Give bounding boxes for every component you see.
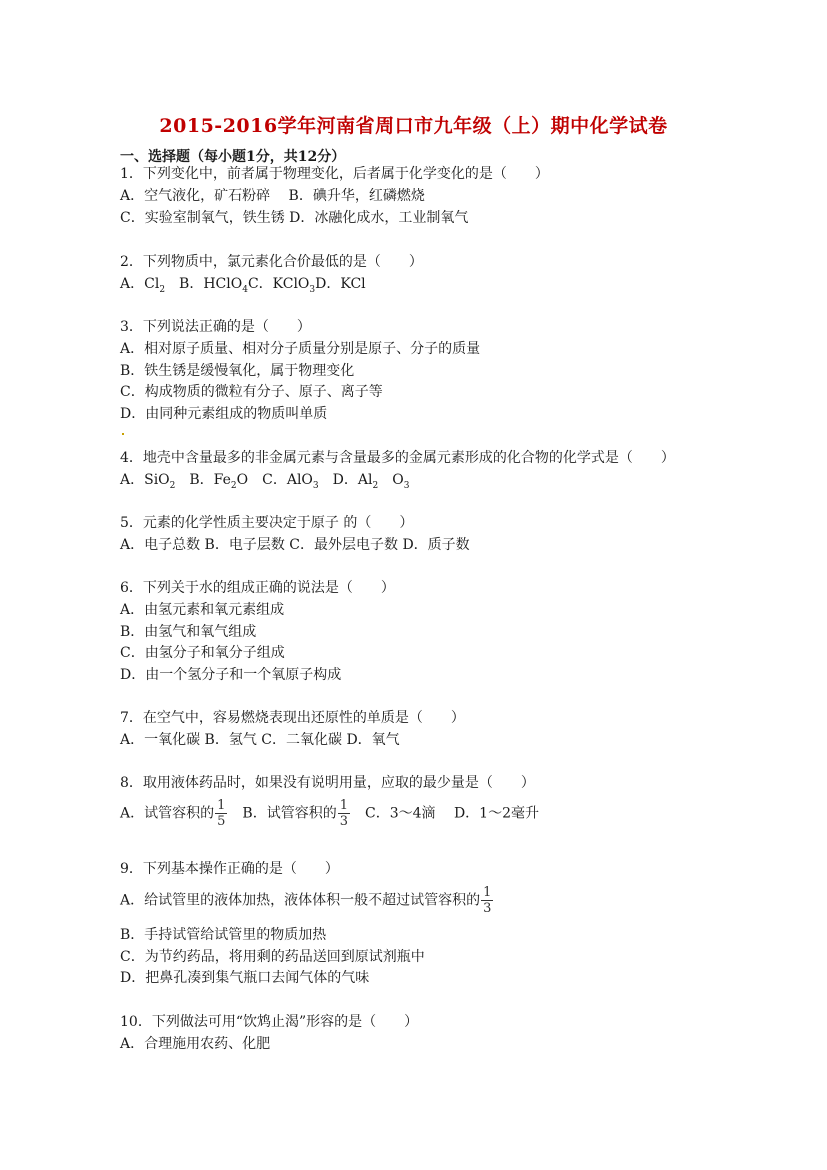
q2-option-b: B．HClO xyxy=(165,276,243,292)
q6-option-d: D．由一个氢分子和一个氧原子构成 xyxy=(120,667,342,683)
q6-option-b: B．由氢气和氧气组成 xyxy=(120,624,257,640)
q8-option-a: A．试管容积的 xyxy=(120,805,215,822)
subscript: 3 xyxy=(309,284,316,295)
q2-option-c: C．KClO xyxy=(247,276,310,292)
q4-stem: 4．地壳中含量最多的非金属元素与含量最多的金属元素形成的化合物的化学式是（ ） xyxy=(120,450,675,466)
q3-option-a: A．相对原子质量、相对分子质量分别是原子、分子的质量 xyxy=(120,341,481,357)
q8-option-b: B．试管容积的 xyxy=(228,805,337,822)
q7-options: A．一氧化碳 B．氢气 C．二氧化碳 D．氧气 xyxy=(120,732,400,748)
fraction: $\frac{1}{3}$ xyxy=(483,885,492,916)
subscript: 2 xyxy=(230,480,237,491)
q6-option-a: A．由氢元素和氧元素组成 xyxy=(120,602,285,618)
subscript: 3 xyxy=(312,480,319,491)
q2-options xyxy=(120,275,366,299)
q10-option-a: A．合理施用农药、化肥 xyxy=(120,1036,271,1052)
section-heading: 一、选择题（每小题1分，共12分） xyxy=(120,149,346,165)
q8-options-cd: C．3～4滴 D．1～2毫升 xyxy=(350,805,539,822)
q1-options-ab: A．空气液化，矿石粉碎 B．碘升华，红磷燃烧 xyxy=(120,188,425,204)
q8-stem: 8．取用液体药品时，如果没有说明用量，应取的最少量是（ ） xyxy=(120,775,535,791)
q2-option-d: D．KCl xyxy=(315,276,366,292)
q6-stem: 6．下列关于水的组成正确的说法是（ ） xyxy=(120,580,395,596)
q4-options xyxy=(120,471,409,495)
q3-stem: 3．下列说法正确的是（ ） xyxy=(120,319,311,335)
q3-option-c: C．构成物质的微粒有分子、原子、离子等 xyxy=(120,384,383,400)
q9-option-d: D．把鼻孔凑到集气瓶口去闻气体的气味 xyxy=(120,970,370,986)
page-title: 2015-2016学年河南省周口市九年级（上）期中化学试卷 xyxy=(159,115,668,137)
q8-options xyxy=(120,798,539,829)
q9-option-a: A．给试管里的液体加热，液体体积一般不超过试管容积的 $\frac{1}{3}$ xyxy=(120,885,492,916)
q5-options: A．电子总数 B．电子层数 C．最外层电子数 D．质子数 xyxy=(120,537,470,553)
q3-option-d: D．由同种元素组成的物质叫单质 xyxy=(120,406,328,422)
q9-option-b: B．手持试管给试管里的物质加热 xyxy=(120,927,327,943)
q2-stem: 2．下列物质中，氯元素化合价最低的是（ ） xyxy=(120,254,423,270)
subscript: 2 xyxy=(159,284,166,295)
fraction: $\frac{1}{3}$ xyxy=(339,798,348,829)
q4-option-d-tail: O xyxy=(378,472,404,488)
q5-stem: 5．元素的化学性质主要决定于原子 的（ ） xyxy=(120,515,414,531)
q7-stem: 7．在空气中，容易燃烧表现出还原性的单质是（ ） xyxy=(120,710,465,726)
q3-option-b: B．铁生锈是缓慢氧化，属于物理变化 xyxy=(120,363,355,379)
q10-stem: 10．下列做法可用“饮鸩止渴”形容的是（ ） xyxy=(120,1014,419,1030)
subscript: 4 xyxy=(242,284,248,295)
subscript: 2 xyxy=(372,480,379,491)
q4-option-b: B．Fe xyxy=(175,472,231,488)
fraction: $\frac{1}{5}$ xyxy=(217,798,226,829)
q4-option-d: D．Al xyxy=(318,472,373,488)
q1-stem: 1．下列变化中，前者属于物理变化，后者属于化学变化的是（ ） xyxy=(120,166,549,182)
subscript: 3 xyxy=(403,480,410,491)
q4-option-b-tail: O C．AlO xyxy=(236,472,313,488)
q9-option-c: C．为节约药品，将用剩的药品送回到原试剂瓶中 xyxy=(120,949,425,965)
q1-options-cd: C．实验室制氧气，铁生锈 D．冰融化成水，工业制氧气 xyxy=(120,210,469,226)
subscript: 2 xyxy=(169,480,176,491)
stray-dot xyxy=(122,433,124,435)
q4-option-a: A．SiO xyxy=(120,472,170,488)
q9-stem: 9．下列基本操作正确的是（ ） xyxy=(120,861,339,877)
q2-option-a: A．Cl xyxy=(120,276,160,292)
q6-option-c: C．由氢分子和氧分子组成 xyxy=(120,645,285,661)
